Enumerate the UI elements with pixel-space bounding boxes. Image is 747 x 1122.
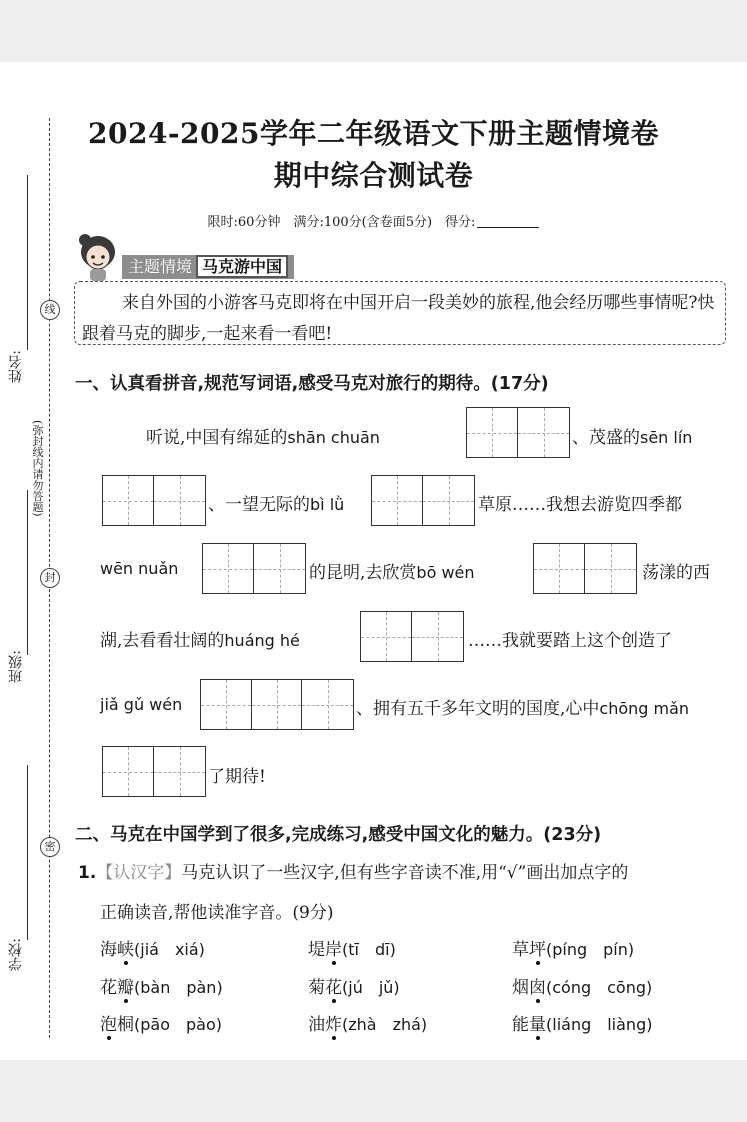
word-item: 花瓣(bàn pàn) — [100, 978, 223, 998]
answer-grid-3[interactable] — [371, 475, 475, 526]
s1-text — [309, 558, 475, 583]
word-item: 草坪(píng pín) — [512, 940, 635, 960]
theme-intro: 来自外国的小游客马克即将在中国开启一段美妙的旅程,他会经历哪些事情呢?快跟着马克的脚步,一起来看一看吧! — [82, 293, 715, 344]
answer-grid-1[interactable] — [466, 407, 570, 458]
pinyin-options[interactable]: (bàn pàn) — [134, 978, 223, 997]
girl-mascot-icon — [76, 232, 124, 286]
s1-pinyin8: chōng mǎn — [599, 699, 690, 718]
word-item: 海峡(jiá xiá) — [100, 940, 205, 960]
s1-text — [100, 626, 300, 651]
class-blank[interactable] — [27, 490, 28, 655]
s1-pinyin1: shān chuān — [287, 428, 380, 447]
word-item: 烟囱(cóng cōng) — [512, 978, 653, 998]
q1-text-line2: 正确读音,帮他读准字音。(9分) — [100, 903, 334, 923]
pinyin-options[interactable]: (tī dī) — [342, 940, 396, 959]
q1-text: 马克认识了一些汉字,但有些字音读不准,用“√”画出加点字的 — [181, 863, 629, 883]
s1-pinyin7: jiǎ gǔ wén — [100, 695, 183, 714]
word-item: 泡桐(pāo pào) — [100, 1015, 222, 1035]
seal-note: (弥封线内请勿答题) — [31, 420, 44, 517]
s1-t9: 、拥有五千多年文明的国度,心中 — [356, 699, 600, 719]
exam-subtitle: 期中综合测试卷 — [273, 159, 474, 192]
score-blank[interactable] — [477, 227, 539, 228]
s1-t7: 湖,去看看壮阔的 — [100, 631, 225, 651]
pinyin-options[interactable]: (liáng liàng) — [546, 1015, 653, 1034]
s1-text — [572, 423, 692, 448]
pinyin-options[interactable]: (cóng cōng) — [546, 978, 653, 997]
word-item: 能量(liáng liàng) — [512, 1015, 653, 1035]
seal-char-feng: 封 — [40, 568, 60, 588]
answer-grid-6[interactable] — [360, 611, 464, 662]
q1-number: 1. — [78, 863, 97, 883]
s1-text — [146, 423, 380, 448]
q1-tag: 【认汉字】 — [96, 863, 182, 883]
s1-text — [356, 694, 689, 719]
theme-tag: 主题情境 — [128, 257, 193, 276]
section2-heading: 二、马克在中国学到了很多,完成练习,感受中国文化的魅力。(23分) — [75, 825, 602, 845]
answer-grid-2[interactable] — [102, 475, 206, 526]
s1-t8: ……我就要踏上这个创造了 — [468, 631, 672, 651]
s1-t3: 、一望无际的 — [208, 495, 310, 515]
s1-text — [208, 490, 344, 515]
s1-pinyin3: bì lǜ — [310, 495, 345, 514]
s1-pinyin5: bō wén — [416, 563, 475, 582]
exam-meta-text: 限时:60分钟 满分:100分(含卷面5分) 得分: — [207, 215, 476, 230]
exam-title: 2024-2025学年二年级语文下册主题情境卷 — [88, 117, 659, 150]
s1-t2: 、茂盛的 — [572, 428, 640, 448]
word-item: 油炸(zhà zhá) — [308, 1015, 428, 1035]
s1-t4: 草原……我想去游览四季都 — [478, 495, 682, 515]
seal-char-mi: 密 — [40, 837, 60, 857]
answer-grid-7[interactable] — [200, 679, 354, 730]
pinyin-options[interactable]: (pāo pào) — [134, 1015, 222, 1034]
word-item: 堤岸(tī dī) — [308, 940, 396, 960]
pinyin-options[interactable]: (jiá xiá) — [134, 940, 205, 959]
answer-grid-8[interactable] — [102, 746, 206, 797]
theme-banner — [122, 255, 294, 279]
seal-char-xian: 线 — [40, 300, 60, 320]
s1-pinyin2: sēn lín — [640, 428, 693, 447]
theme-name: 马克游中国 — [196, 255, 288, 278]
school-blank[interactable] — [27, 765, 28, 940]
section1-heading: 一、认真看拼音,规范写词语,感受马克对旅行的期待。(17分) — [75, 374, 549, 394]
q1-prompt — [78, 858, 628, 883]
class-label: 班级: — [8, 650, 24, 683]
s1-pinyin4: wēn nuǎn — [100, 559, 179, 578]
s1-t1: 听说,中国有绵延的 — [146, 428, 288, 448]
school-label: 学校: — [8, 938, 24, 971]
pinyin-options[interactable]: (zhà zhá) — [342, 1015, 428, 1034]
answer-grid-5[interactable] — [533, 543, 637, 594]
answer-grid-4[interactable] — [202, 543, 306, 594]
name-label: 姓名: — [8, 350, 24, 383]
exam-meta — [0, 211, 747, 230]
s1-t6: 荡漾的西 — [642, 563, 710, 583]
pinyin-options[interactable]: (jú jǔ) — [342, 978, 400, 997]
s1-t10: 了期待! — [208, 767, 266, 787]
name-blank[interactable] — [27, 175, 28, 350]
s1-t5: 的昆明,去欣赏 — [309, 563, 417, 583]
s1-pinyin6: huáng hé — [224, 631, 300, 650]
word-item: 菊花(jú jǔ) — [308, 978, 400, 998]
pinyin-options[interactable]: (píng pín) — [546, 940, 635, 959]
